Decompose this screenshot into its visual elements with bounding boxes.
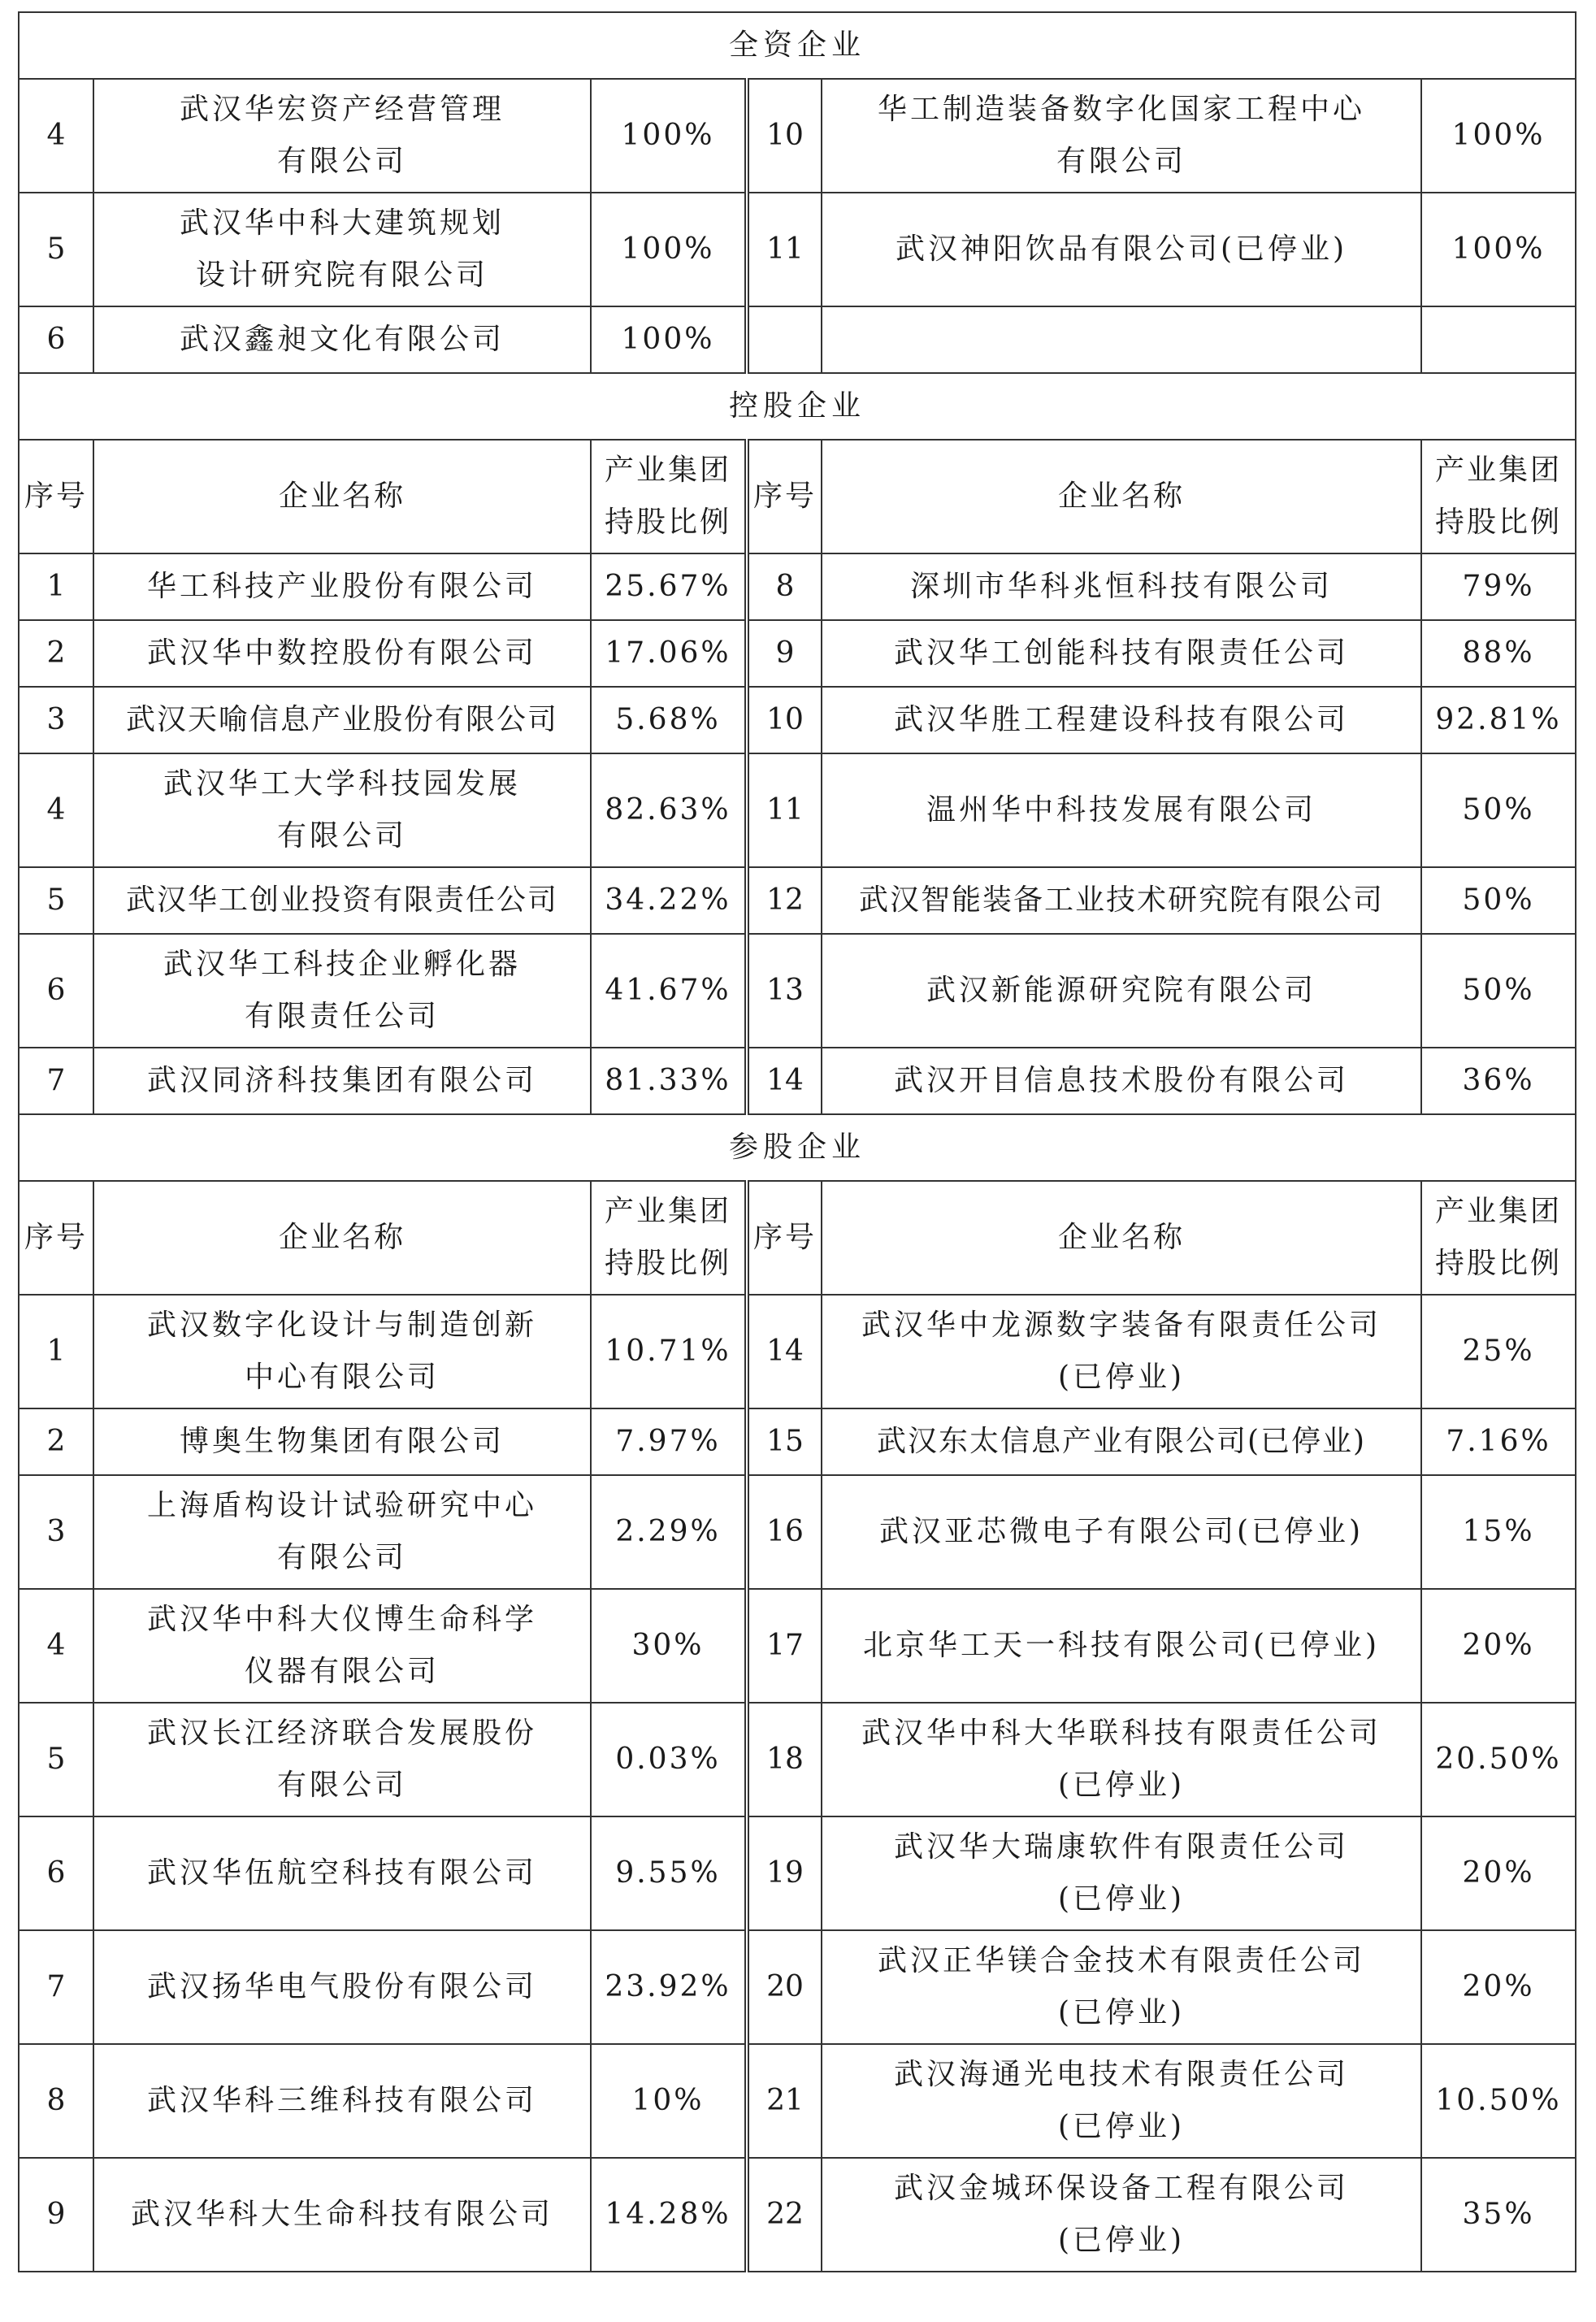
company-name: 武汉金城环保设备工程有限公司 (已停业) xyxy=(822,2158,1421,2272)
share-percent: 20% xyxy=(1421,1589,1576,1703)
share-percent: 41.67% xyxy=(591,934,747,1048)
row-number: 11 xyxy=(747,753,822,867)
share-percent: 82.63% xyxy=(591,753,747,867)
row-number: 13 xyxy=(747,934,822,1048)
share-percent: 5.68% xyxy=(591,687,747,753)
company-name: 武汉华中科大仪博生命科学 仪器有限公司 xyxy=(93,1589,591,1703)
company-name: 武汉扬华电气股份有限公司 xyxy=(93,1930,591,2044)
company-name: 华工制造装备数字化国家工程中心 有限公司 xyxy=(822,79,1421,193)
row-number: 11 xyxy=(747,193,822,306)
table-row xyxy=(19,1048,1576,1114)
row-number: 3 xyxy=(19,687,93,753)
row-number: 6 xyxy=(19,306,93,373)
table-row xyxy=(19,753,1576,867)
share-percent: 15% xyxy=(1421,1475,1576,1589)
column-header-no: 序号 xyxy=(19,440,93,553)
section-title-holding: 控股企业 xyxy=(19,373,1576,440)
company-name: 武汉智能装备工业技术研究院有限公司 xyxy=(822,867,1421,934)
share-percent: 100% xyxy=(591,79,747,193)
shareholding-table xyxy=(18,11,1576,2272)
table-row xyxy=(19,553,1576,620)
row-number: 17 xyxy=(747,1589,822,1703)
column-header-no: 序号 xyxy=(747,1181,822,1295)
company-name: 武汉同济科技集团有限公司 xyxy=(93,1048,591,1114)
row-number: 20 xyxy=(747,1930,822,2044)
column-header-name: 企业名称 xyxy=(822,440,1421,553)
row-number: 16 xyxy=(747,1475,822,1589)
company-name: 武汉华科三维科技有限公司 xyxy=(93,2044,591,2158)
company-name: 上海盾构设计试验研究中心 有限公司 xyxy=(93,1475,591,1589)
table-row xyxy=(19,867,1576,934)
row-number: 6 xyxy=(19,1816,93,1930)
company-name: 华工科技产业股份有限公司 xyxy=(93,553,591,620)
share-percent: 14.28% xyxy=(591,2158,747,2272)
company-name: 武汉华工创能科技有限责任公司 xyxy=(822,620,1421,687)
share-percent: 100% xyxy=(1421,193,1576,306)
company-name: 武汉开目信息技术股份有限公司 xyxy=(822,1048,1421,1114)
column-header-row xyxy=(19,440,1576,553)
column-header-pct: 产业集团 持股比例 xyxy=(1421,440,1576,553)
share-percent: 7.97% xyxy=(591,1408,747,1475)
company-name: 博奥生物集团有限公司 xyxy=(93,1408,591,1475)
row-number: 22 xyxy=(747,2158,822,2272)
share-percent xyxy=(1421,306,1576,373)
row-number: 5 xyxy=(19,867,93,934)
table-row xyxy=(19,687,1576,753)
table-row xyxy=(19,1816,1576,1930)
share-percent: 10% xyxy=(591,2044,747,2158)
row-number: 2 xyxy=(19,1408,93,1475)
company-name: 武汉长江经济联合发展股份 有限公司 xyxy=(93,1703,591,1816)
share-percent: 20% xyxy=(1421,1816,1576,1930)
company-name: 武汉天喻信息产业股份有限公司 xyxy=(93,687,591,753)
table-row xyxy=(19,620,1576,687)
company-name: 温州华中科技发展有限公司 xyxy=(822,753,1421,867)
table-row xyxy=(19,306,1576,373)
share-percent: 50% xyxy=(1421,753,1576,867)
share-percent: 20.50% xyxy=(1421,1703,1576,1816)
company-name: 武汉鑫昶文化有限公司 xyxy=(93,306,591,373)
share-percent: 79% xyxy=(1421,553,1576,620)
share-percent: 10.50% xyxy=(1421,2044,1576,2158)
row-number: 8 xyxy=(19,2044,93,2158)
company-name: 武汉正华镁合金技术有限责任公司 (已停业) xyxy=(822,1930,1421,2044)
column-header-row xyxy=(19,1181,1576,1295)
company-name: 武汉华中数控股份有限公司 xyxy=(93,620,591,687)
share-percent: 17.06% xyxy=(591,620,747,687)
table-row xyxy=(19,1295,1576,1408)
column-header-pct: 产业集团 持股比例 xyxy=(591,1181,747,1295)
company-name: 武汉数字化设计与制造创新 中心有限公司 xyxy=(93,1295,591,1408)
row-number: 1 xyxy=(19,553,93,620)
row-number: 10 xyxy=(747,687,822,753)
row-number: 15 xyxy=(747,1408,822,1475)
row-number: 3 xyxy=(19,1475,93,1589)
column-header-name: 企业名称 xyxy=(93,440,591,553)
share-percent: 25.67% xyxy=(591,553,747,620)
share-percent: 34.22% xyxy=(591,867,747,934)
company-name: 武汉亚芯微电子有限公司(已停业) xyxy=(822,1475,1421,1589)
company-name: 武汉华大瑞康软件有限责任公司 (已停业) xyxy=(822,1816,1421,1930)
row-number: 5 xyxy=(19,1703,93,1816)
column-header-name: 企业名称 xyxy=(822,1181,1421,1295)
company-name: 武汉新能源研究院有限公司 xyxy=(822,934,1421,1048)
table-row xyxy=(19,1703,1576,1816)
table-row xyxy=(19,193,1576,306)
table-row xyxy=(19,934,1576,1048)
row-number: 14 xyxy=(747,1048,822,1114)
row-number: 4 xyxy=(19,753,93,867)
section-header-row xyxy=(19,1114,1576,1181)
section-header-row xyxy=(19,373,1576,440)
company-name: 武汉华伍航空科技有限公司 xyxy=(93,1816,591,1930)
share-percent: 36% xyxy=(1421,1048,1576,1114)
company-name xyxy=(822,306,1421,373)
share-percent: 100% xyxy=(1421,79,1576,193)
share-percent: 100% xyxy=(591,306,747,373)
row-number: 7 xyxy=(19,1930,93,2044)
row-number: 2 xyxy=(19,620,93,687)
company-name: 武汉东太信息产业有限公司(已停业) xyxy=(822,1408,1421,1475)
section-title-participating: 参股企业 xyxy=(19,1114,1576,1181)
company-name: 武汉华工创业投资有限责任公司 xyxy=(93,867,591,934)
share-percent: 50% xyxy=(1421,867,1576,934)
company-name: 武汉神阳饮品有限公司(已停业) xyxy=(822,193,1421,306)
row-number: 18 xyxy=(747,1703,822,1816)
section-header-row xyxy=(19,12,1576,79)
row-number: 12 xyxy=(747,867,822,934)
share-percent: 35% xyxy=(1421,2158,1576,2272)
section-title-wholly-owned: 全资企业 xyxy=(19,12,1576,79)
share-percent: 0.03% xyxy=(591,1703,747,1816)
row-number: 9 xyxy=(19,2158,93,2272)
table-row xyxy=(19,1408,1576,1475)
company-name: 武汉华宏资产经营管理 有限公司 xyxy=(93,79,591,193)
column-header-name: 企业名称 xyxy=(93,1181,591,1295)
table-row xyxy=(19,2044,1576,2158)
share-percent: 20% xyxy=(1421,1930,1576,2044)
share-percent: 81.33% xyxy=(591,1048,747,1114)
company-name: 武汉华工科技企业孵化器 有限责任公司 xyxy=(93,934,591,1048)
row-number: 19 xyxy=(747,1816,822,1930)
table-row xyxy=(19,1589,1576,1703)
share-percent: 9.55% xyxy=(591,1816,747,1930)
company-name: 武汉海通光电技术有限责任公司 (已停业) xyxy=(822,2044,1421,2158)
share-percent: 25% xyxy=(1421,1295,1576,1408)
row-number xyxy=(747,306,822,373)
share-percent: 50% xyxy=(1421,934,1576,1048)
row-number: 5 xyxy=(19,193,93,306)
row-number: 8 xyxy=(747,553,822,620)
row-number: 21 xyxy=(747,2044,822,2158)
share-percent: 23.92% xyxy=(591,1930,747,2044)
table-row xyxy=(19,1930,1576,2044)
row-number: 9 xyxy=(747,620,822,687)
row-number: 7 xyxy=(19,1048,93,1114)
share-percent: 92.81% xyxy=(1421,687,1576,753)
column-header-pct: 产业集团 持股比例 xyxy=(591,440,747,553)
company-name: 北京华工天一科技有限公司(已停业) xyxy=(822,1589,1421,1703)
row-number: 10 xyxy=(747,79,822,193)
share-percent: 10.71% xyxy=(591,1295,747,1408)
company-name: 武汉华胜工程建设科技有限公司 xyxy=(822,687,1421,753)
column-header-no: 序号 xyxy=(19,1181,93,1295)
share-percent: 88% xyxy=(1421,620,1576,687)
row-number: 6 xyxy=(19,934,93,1048)
company-name: 深圳市华科兆恒科技有限公司 xyxy=(822,553,1421,620)
share-percent: 30% xyxy=(591,1589,747,1703)
column-header-pct: 产业集团 持股比例 xyxy=(1421,1181,1576,1295)
company-name: 武汉华中科大建筑规划 设计研究院有限公司 xyxy=(93,193,591,306)
row-number: 4 xyxy=(19,1589,93,1703)
company-name: 武汉华工大学科技园发展 有限公司 xyxy=(93,753,591,867)
company-name: 武汉华中龙源数字装备有限责任公司 (已停业) xyxy=(822,1295,1421,1408)
company-name: 武汉华中科大华联科技有限责任公司 (已停业) xyxy=(822,1703,1421,1816)
company-name: 武汉华科大生命科技有限公司 xyxy=(93,2158,591,2272)
row-number: 14 xyxy=(747,1295,822,1408)
share-percent: 100% xyxy=(591,193,747,306)
table-row xyxy=(19,79,1576,193)
row-number: 1 xyxy=(19,1295,93,1408)
table-row xyxy=(19,1475,1576,1589)
row-number: 4 xyxy=(19,79,93,193)
table-row xyxy=(19,2158,1576,2272)
share-percent: 2.29% xyxy=(591,1475,747,1589)
share-percent: 7.16% xyxy=(1421,1408,1576,1475)
column-header-no: 序号 xyxy=(747,440,822,553)
